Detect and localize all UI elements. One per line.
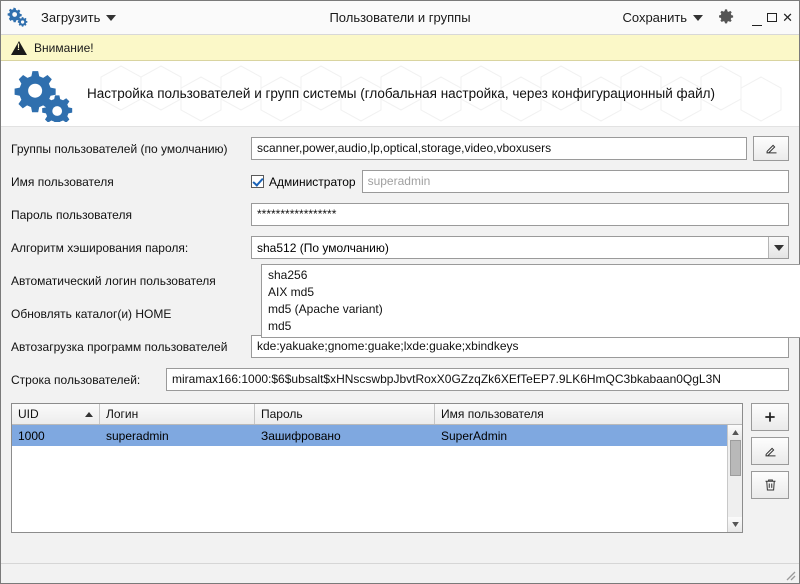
pencil-icon (763, 444, 778, 459)
username-input[interactable]: superadmin (362, 170, 789, 193)
load-menu-label: Загрузить (41, 10, 101, 25)
hash-option-3[interactable]: md5 (268, 319, 292, 333)
hash-select[interactable] (251, 236, 789, 259)
status-bar (1, 563, 799, 583)
settings-gear-icon[interactable] (717, 7, 736, 29)
row-userstring (11, 364, 789, 395)
admin-checkbox-label: Администратор (269, 174, 356, 189)
hash-option-0[interactable]: sha256 (268, 268, 308, 282)
scrollbar-thumb[interactable] (730, 440, 741, 476)
admin-checkbox-wrap[interactable] (251, 175, 356, 189)
hash-selected-value: sha512 (По умолчанию) (257, 240, 389, 255)
username-label: Имя пользователя (11, 174, 114, 189)
hash-option-2[interactable]: md5 (Apache variant) (268, 302, 383, 316)
chevron-down-icon (106, 15, 116, 21)
row-groups (11, 133, 789, 164)
cell-username: SuperAdmin (441, 428, 508, 443)
hash-dropdown-list[interactable] (261, 264, 800, 338)
banner-title: Настройка пользователей и групп системы (глобальная настройка, через конфигурационный файл) (87, 86, 716, 101)
hash-label: Алгоритм хэширования пароля: (11, 240, 189, 255)
row-password (11, 199, 789, 230)
sort-ascending-icon (85, 412, 93, 417)
table-action-buttons (751, 403, 789, 533)
cell-login: superadmin (106, 428, 169, 443)
scroll-down-button[interactable] (728, 517, 742, 532)
save-menu-button[interactable] (618, 8, 707, 27)
groups-input[interactable]: scanner,power,audio,lp,optical,storage,video,vboxusers (251, 137, 747, 160)
table-row[interactable] (12, 425, 742, 446)
row-hash (11, 232, 789, 263)
trash-icon (763, 477, 778, 493)
scroll-up-button[interactable] (728, 425, 742, 440)
warning-triangle-icon (11, 41, 27, 55)
title-bar (1, 1, 799, 35)
groups-edit-button[interactable] (753, 136, 789, 161)
column-header-login[interactable]: Логин (100, 404, 255, 424)
table-body (12, 425, 742, 532)
delete-user-button[interactable] (751, 471, 789, 499)
column-header-uid[interactable]: UID (12, 404, 100, 424)
pencil-icon (764, 141, 779, 156)
autologin-label: Автоматический логин пользователя (11, 273, 216, 288)
minimize-button[interactable] (752, 11, 762, 24)
hash-option-1[interactable]: AIX md5 (268, 285, 315, 299)
password-input[interactable]: ***************** (251, 203, 789, 226)
userstring-input[interactable]: miramax166:1000:$6$ubsalt$xHNscswbpJbvtRoxX0GZzqZk6XEfTeEP7.9LK6HmQC3bkabaan0QgL3N (166, 368, 789, 391)
table-header-row (12, 404, 742, 425)
users-table-area (11, 403, 789, 533)
admin-checkbox[interactable] (251, 175, 264, 188)
load-menu-button[interactable] (37, 8, 120, 27)
add-user-button[interactable] (751, 403, 789, 431)
edit-user-button[interactable] (751, 437, 789, 465)
save-menu-label: Сохранить (622, 10, 688, 25)
column-header-password[interactable]: Пароль (255, 404, 435, 424)
page-banner (1, 61, 799, 127)
warning-text: Внимание! (34, 40, 94, 55)
maximize-button[interactable] (767, 11, 777, 24)
autostart-label: Автозагрузка программ пользователей (11, 339, 228, 354)
banner-gears-icon (1, 66, 87, 122)
app-icon (7, 5, 29, 30)
password-label: Пароль пользователя (11, 207, 132, 222)
close-button[interactable]: ✕ (782, 10, 793, 25)
chevron-down-icon (693, 15, 703, 21)
home-label: Обновлять каталог(и) HOME (11, 306, 172, 321)
row-username (11, 166, 789, 197)
userstring-label: Строка пользователей: (11, 372, 141, 387)
plus-icon (762, 409, 778, 425)
users-table (11, 403, 743, 533)
settings-form (1, 127, 799, 397)
chevron-down-icon[interactable] (768, 237, 788, 258)
groups-label: Группы пользователей (по умолчанию) (11, 141, 228, 156)
table-vertical-scrollbar[interactable] (727, 425, 742, 532)
warning-bar (1, 35, 799, 61)
resize-grip-icon[interactable] (782, 567, 796, 581)
window-title: Пользователи и группы (329, 10, 471, 25)
cell-uid: 1000 (18, 428, 45, 443)
column-header-username[interactable]: Имя пользователя (441, 407, 544, 421)
autostart-input[interactable]: kde:yakuake;gnome:guake;lxde:guake;xbindkeys (251, 335, 789, 358)
cell-password: Зашифровано (261, 428, 341, 443)
